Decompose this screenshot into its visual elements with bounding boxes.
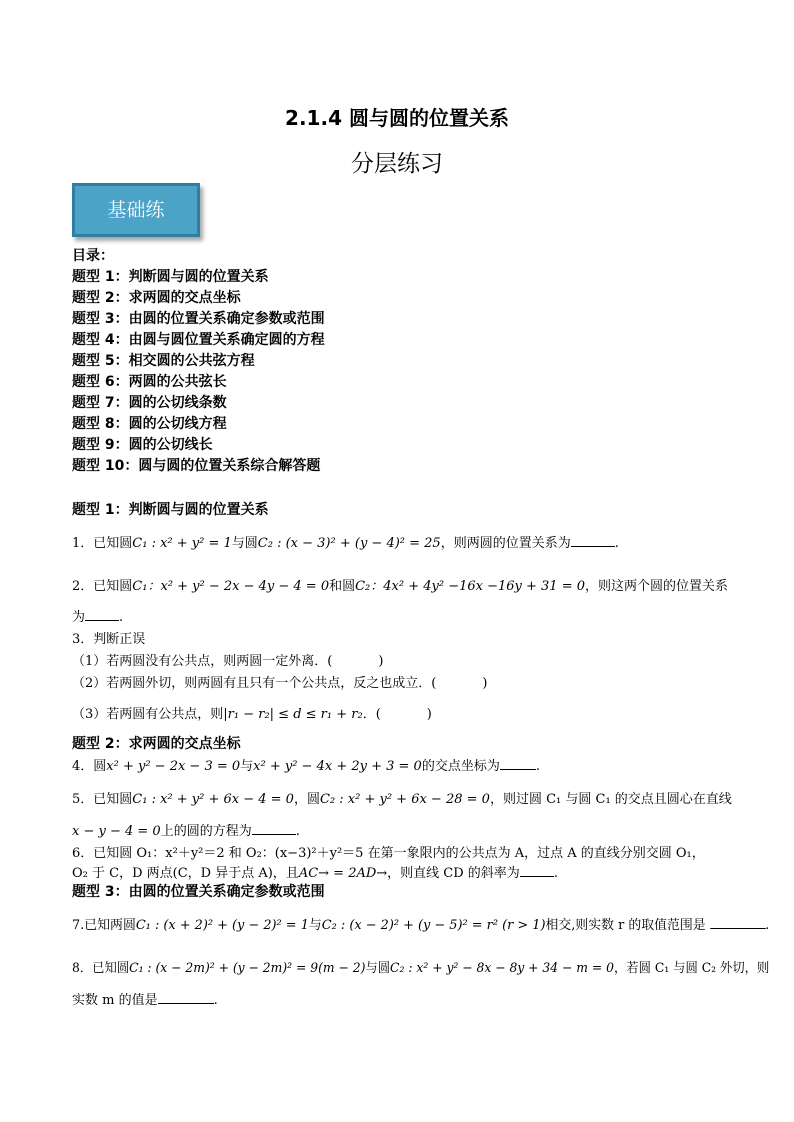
q8-text: 8．已知圆 [72, 961, 130, 976]
q4-text: 4．圆 [72, 759, 107, 774]
answer-blank[interactable] [710, 917, 765, 929]
q5-text: 上的圆的方程为 [160, 824, 252, 839]
question-3-head: 3．判断正误 [72, 632, 146, 647]
q4-text: 的交点坐标为 [421, 759, 500, 774]
q7-math: C₁ : (x + 2)² + (y − 2)² = 1 [135, 918, 309, 933]
q3-text: （2）若两圆外切，则两圆有且只有一个公共点，反之也成立．( [72, 676, 437, 691]
q1-text: 与圆 [231, 536, 258, 551]
question-8-line2: 实数 m 的值是 . [72, 993, 218, 1008]
q7-text: 7.已知两圆 [72, 918, 136, 933]
toc-item: 题型 3：由圆的位置关系确定参数或范围 [72, 311, 325, 327]
q8-math: C₂ : x² + y² − 8x − 8y + 34 − m = 0 [390, 961, 614, 976]
answer-blank[interactable] [252, 823, 296, 835]
q8-text: 实数 m 的值是 [72, 993, 158, 1008]
toc-heading: 目录： [72, 248, 114, 264]
q5-math: x − y − 4 = 0 [72, 824, 161, 839]
page-title: 2.1.4 圆与圆的位置关系 [285, 106, 509, 130]
q7-math: C₂ : (x − 2)² + (y − 5)² = r² (r > 1) [321, 918, 546, 933]
q8-text: 与圆 [365, 961, 391, 976]
answer-blank[interactable] [520, 865, 554, 877]
question-5-line2: x − y − 4 = 0上的圆的方程为 . [72, 824, 300, 839]
q3-close: ) [426, 707, 432, 722]
q3-math: |r₁ − r₂| ≤ d ≤ r₁ + r₂ [223, 707, 363, 722]
toc-item: 题型 6：两圆的公共弦长 [72, 374, 227, 390]
toc-item: 题型 5：相交圆的公共弦方程 [72, 353, 255, 369]
q5-math: C₂ : x² + y² + 6x − 28 = 0 [319, 792, 490, 807]
q2-math: C₂：4x² + 4y² −16x −16y + 31 = 0 [355, 579, 586, 594]
q1-math: C₁ : x² + y² = 1 [132, 536, 232, 551]
question-4: 4．圆x² + y² − 2x − 3 = 0与x² + y² − 4x + 2y + 3 = 0的交点坐标为 . [72, 759, 540, 774]
question-6: 6．已知圆 O₁：x²＋y²＝2 和 O₂：(x−3)²＋y²＝5 在第一象限内的公共点为 A，过点 A 的直线分别交圆 O₁， [72, 846, 705, 861]
toc-item: 题型 8：圆的公切线方程 [72, 416, 227, 432]
q3-text: ．( [362, 707, 381, 722]
question-5 [72, 788, 732, 807]
q2-text: ，则这两个圆的位置关系 [585, 579, 729, 594]
q7-text: 相交,则实数 r 的取值范围是 [545, 918, 706, 933]
q7-text: 与 [308, 918, 322, 933]
question-7: 7.已知两圆C₁ : (x + 2)² + (y − 2)² = 1与C₂ : (x − 2)² + (y − 5)² = r² (r > 1)相交,则实数 r 的取值范围是 . [72, 918, 770, 933]
q8-text: ，若圆 C₁ 与圆 C₂ 外切，则 [613, 961, 770, 976]
question-2-line2: 为 . [72, 610, 124, 625]
section-title: 题型 2：求两圆的交点坐标 [72, 736, 241, 752]
q4-math: x² + y² − 2x − 3 = 0 [106, 759, 241, 774]
toc-item: 题型 9：圆的公切线长 [72, 437, 213, 453]
q3-close: ) [482, 676, 488, 691]
answer-blank[interactable] [500, 758, 536, 770]
question-8 [72, 957, 769, 976]
q1-text: 1．已知圆 [72, 536, 133, 551]
q3-text: （1）若两圆没有公共点，则两圆一定外离．( [72, 654, 333, 669]
q5-text: ，圆 [293, 792, 320, 807]
toc-item: 题型 1：判断圆与圆的位置关系 [72, 269, 269, 285]
question-3-part-3 [72, 703, 432, 722]
question-3-part-1 [72, 650, 383, 669]
question-1: 1．已知圆C₁ : x² + y² = 1与圆C₂ : (x − 3)² + (y − 4)² = 25，则两圆的位置关系为 . [72, 536, 619, 551]
toc-item: 题型 7：圆的公切线条数 [72, 395, 227, 411]
q2-text: 为 [72, 610, 86, 625]
toc-item: 题型 4：由圆与圆位置关系确定圆的方程 [72, 332, 325, 348]
q6-math: AC→ = 2AD→ [298, 866, 388, 881]
q3-text: （3）若两圆有公共点，则 [72, 707, 224, 722]
page-subtitle: 分层练习 [351, 151, 443, 177]
q2-text: 2．已知圆 [72, 579, 133, 594]
q5-text: 5．已知圆 [72, 792, 133, 807]
question-6-line2: O₂ 于 C，D 两点(C，D 异于点 A)，且AC→ = 2AD→，则直线 CD 的斜率为 . [72, 866, 558, 881]
q2-text: 和圆 [329, 579, 356, 594]
level-badge: 基础练 [72, 183, 200, 237]
q1-math: C₂ : (x − 3)² + (y − 4)² = 25 [257, 536, 441, 551]
section-title: 题型 1：判断圆与圆的位置关系 [72, 502, 269, 518]
q5-text: ，则过圆 C₁ 与圆 C₁ 的交点且圆心在直线 [489, 792, 732, 807]
toc-item: 题型 2：求两圆的交点坐标 [72, 290, 241, 306]
question-2 [72, 575, 728, 594]
q3-close: ) [378, 654, 384, 669]
answer-blank[interactable] [571, 535, 615, 547]
answer-blank[interactable] [85, 609, 119, 621]
q6-text: O₂ 于 C，D 两点(C，D 异于点 A)，且 [72, 866, 299, 881]
question-3-part-2 [72, 672, 487, 691]
q1-text: ，则两圆的位置关系为 [440, 536, 571, 551]
q2-math: C₁：x² + y² − 2x − 4y − 4 = 0 [132, 579, 330, 594]
q4-text: 与 [240, 759, 254, 774]
q8-math: C₁ : (x − 2m)² + (y − 2m)² = 9(m − 2) [129, 961, 366, 976]
answer-blank[interactable] [158, 992, 214, 1004]
q6-text: ，则直线 CD 的斜率为 [387, 866, 520, 881]
q5-math: C₁ : x² + y² + 6x − 4 = 0 [132, 792, 294, 807]
section-title: 题型 3：由圆的位置关系确定参数或范围 [72, 884, 325, 900]
q4-math: x² + y² − 4x + 2y + 3 = 0 [253, 759, 422, 774]
toc-item: 题型 10：圆与圆的位置关系综合解答题 [72, 458, 321, 474]
